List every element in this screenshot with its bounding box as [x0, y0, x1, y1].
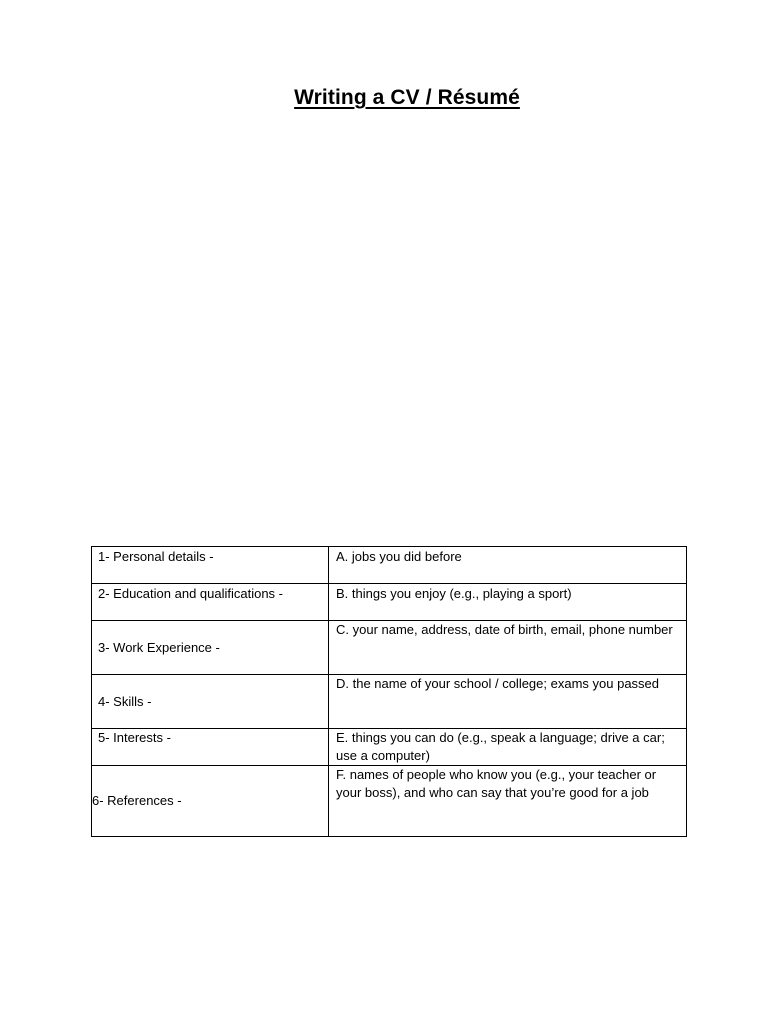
table-row: [92, 729, 687, 766]
definition-cell: B. things you enjoy (e.g., playing a sport): [329, 584, 687, 621]
page-title: Writing a CV / Résumé: [294, 86, 520, 109]
section-heading-cell: 4- Skills -: [92, 675, 329, 729]
definition-cell: E. things you can do (e.g., speak a language; drive a car; use a computer): [329, 729, 687, 766]
table-row: [92, 766, 687, 837]
definition-cell: A. jobs you did before: [329, 547, 687, 584]
section-heading-cell: 1- Personal details -: [92, 547, 329, 584]
definition-cell: C. your name, address, date of birth, email, phone number: [329, 621, 687, 675]
table-row: [92, 621, 687, 675]
section-heading-cell: 6- References -: [92, 766, 329, 837]
table-row: [92, 675, 687, 729]
table-row: [92, 547, 687, 584]
definition-cell: F. names of people who know you (e.g., your teacher or your boss), and who can say that you’re good for a job: [329, 766, 687, 837]
section-heading-cell: 5- Interests -: [92, 729, 329, 766]
section-heading-cell: 3- Work Experience -: [92, 621, 329, 675]
definition-cell: D. the name of your school / college; exams you passed: [329, 675, 687, 729]
matching-table: [91, 546, 687, 837]
section-heading-cell: 2- Education and qualifications -: [92, 584, 329, 621]
table-row: [92, 584, 687, 621]
